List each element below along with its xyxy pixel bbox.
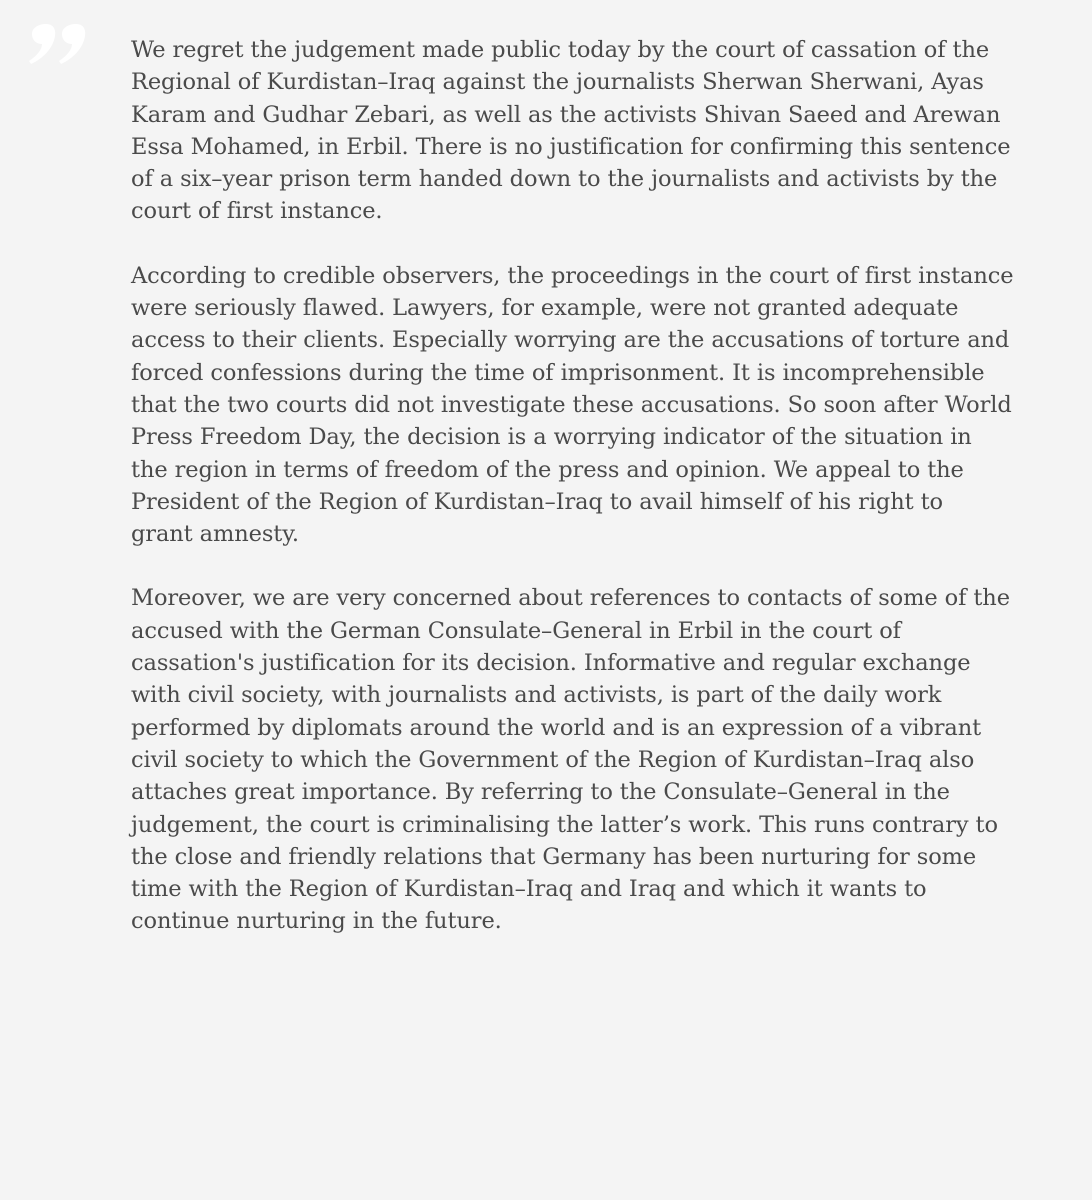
text-line: performed by diplomats around the world and is an expression of a vibrant bbox=[131, 714, 982, 741]
paragraph-1 bbox=[131, 34, 1076, 228]
text-line: According to credible observers, the proceedings in the court of first instance bbox=[131, 262, 1014, 289]
text-line: judgement, the court is criminalising the latter’s work. This runs contrary to bbox=[131, 811, 998, 838]
paragraph-2 bbox=[131, 260, 1076, 551]
text-line: court of first instance. bbox=[131, 198, 383, 225]
text-line: Regional of Kurdistan–Iraq against the journalists Sherwan Sherwani, Ayas bbox=[131, 69, 984, 96]
text-line: the region in terms of freedom of the press and opinion. We appeal to the bbox=[131, 456, 964, 483]
text-line: with civil society, with journalists and activists, is part of the daily work bbox=[131, 682, 942, 709]
text-line: that the two courts did not investigate these accusations. So soon after World bbox=[131, 391, 1012, 418]
paragraph-3 bbox=[131, 582, 1076, 937]
text-line: access to their clients. Especially worrying are the accusations of torture and bbox=[131, 327, 1010, 354]
text-line: time with the Region of Kurdistan–Iraq and Iraq and which it wants to bbox=[131, 876, 927, 903]
text-line: We regret the judgement made public today by the court of cassation of the bbox=[131, 37, 990, 63]
text-line: cassation's justification for its decision. Informative and regular exchange bbox=[131, 650, 971, 677]
text-line: Karam and Gudhar Zebari, as well as the activists Shivan Saeed and Arewan bbox=[131, 101, 1001, 128]
text-line: Moreover, we are very concerned about references to contacts of some of the bbox=[131, 585, 1010, 612]
text-line: civil society to which the Government of the Region of Kurdistan–Iraq also bbox=[131, 746, 975, 773]
text-line: grant amnesty. bbox=[131, 521, 299, 548]
text-line: President of the Region of Kurdistan–Iraq to avail himself of his right to bbox=[131, 488, 943, 515]
quotation-mark-icon bbox=[28, 24, 88, 66]
statement-text bbox=[131, 34, 1076, 970]
text-line: were seriously flawed. Lawyers, for example, were not granted adequate bbox=[131, 295, 959, 322]
text-line: accused with the German Consulate–General in Erbil in the court of bbox=[131, 617, 901, 644]
text-line: Essa Mohamed, in Erbil. There is no justification for confirming this sentence bbox=[131, 133, 1011, 160]
text-line: of a six–year prison term handed down to the journalists and activists by the bbox=[131, 166, 998, 193]
text-line: attaches great importance. By referring to the Consulate–General in the bbox=[131, 779, 950, 806]
text-line: continue nurturing in the future. bbox=[131, 908, 502, 935]
text-line: the close and friendly relations that Germany has been nurturing for some bbox=[131, 843, 977, 870]
text-line: Press Freedom Day, the decision is a worrying indicator of the situation in bbox=[131, 424, 972, 451]
text-line: forced confessions during the time of imprisonment. It is incomprehensible bbox=[131, 359, 985, 386]
